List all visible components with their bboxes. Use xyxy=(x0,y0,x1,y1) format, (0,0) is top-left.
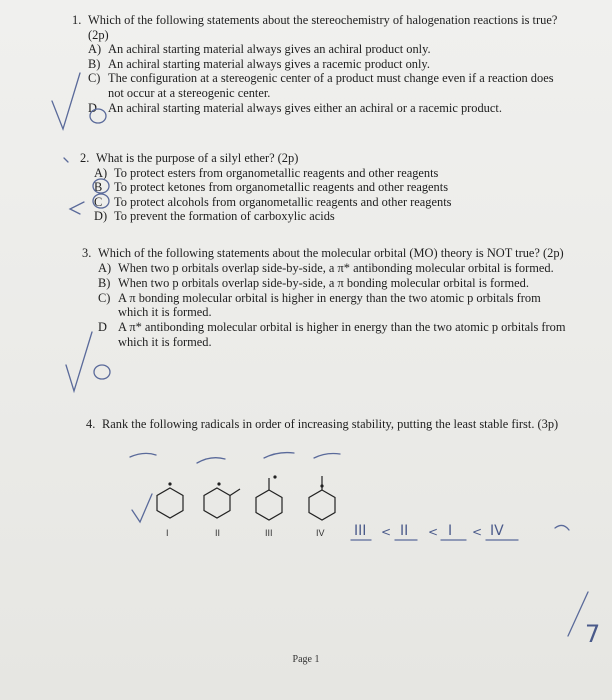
option-text: To protect ketones from organometallic reagents and other reagents xyxy=(114,180,449,195)
question-4 xyxy=(86,417,586,432)
option-text: To prevent the formation of carboxylic acids xyxy=(114,209,335,224)
answer-rank-1: III xyxy=(354,523,367,539)
option-letter: B) xyxy=(98,275,111,290)
answer-rank-4: IV xyxy=(490,523,504,539)
option-letter: D xyxy=(98,320,107,335)
option-a[interactable] xyxy=(88,42,562,57)
option-d[interactable] xyxy=(94,209,520,224)
option-d[interactable] xyxy=(98,320,572,349)
radical-dot xyxy=(320,484,323,487)
less-than-symbol: < xyxy=(381,525,392,539)
option-letter: A) xyxy=(94,165,108,180)
option-text: When two p orbitals overlap side-by-side, a π bonding molecular orbital is formed. xyxy=(118,275,529,290)
option-text: When two p orbitals overlap side-by-side, a π* antibonding molecular orbital is formed. xyxy=(118,260,554,275)
option-b[interactable] xyxy=(98,276,572,291)
handwritten-score: 7 xyxy=(585,620,601,648)
cyclohexane-ring-iii xyxy=(256,490,282,520)
page-footer: Page 1 xyxy=(292,654,320,665)
option-letter: A) xyxy=(88,42,102,57)
option-text: A π* antibonding molecular orbital is higher in energy than the two atomic p orbitals from which it is formed. xyxy=(118,320,566,350)
structure-label-iii: III xyxy=(265,528,273,538)
question-text: Which of the following statements about the molecular orbital (MO) theory is NOT true? (2p) xyxy=(98,246,564,260)
pen-tick xyxy=(64,158,68,162)
option-letter: A) xyxy=(98,260,112,275)
pen-scribble xyxy=(314,454,340,459)
option-letter: C) xyxy=(98,290,111,305)
structure-label-iv: IV xyxy=(316,528,325,538)
question-number: 3. xyxy=(82,246,92,260)
option-text: An achiral starting material always gives either an achiral or a racemic product. xyxy=(108,100,502,115)
question-number: 1. xyxy=(72,13,82,27)
structure-label-ii: II xyxy=(215,528,221,538)
question-text: Rank the following radicals in order of increasing stability, putting the least stable first. (3p) xyxy=(102,417,559,431)
pen-scribble xyxy=(555,525,569,530)
option-letter: B) xyxy=(88,56,101,71)
question-number: 2. xyxy=(80,151,90,165)
less-than-symbol: < xyxy=(472,525,483,539)
question-text: Which of the following statements about the stereochemistry of halogenation reactions is true? (2p) xyxy=(88,13,558,42)
option-text: A π bonding molecular orbital is higher in energy than the two atomic p orbitals from which it is formed. xyxy=(118,290,541,320)
question-3 xyxy=(82,246,572,350)
option-c[interactable] xyxy=(94,195,520,210)
circled-answer-q3 xyxy=(94,365,110,379)
pen-scribble xyxy=(130,453,156,457)
option-c[interactable] xyxy=(98,291,572,320)
question-2 xyxy=(80,151,520,224)
option-d[interactable] xyxy=(88,101,562,116)
radical-dot xyxy=(217,482,220,485)
option-a[interactable] xyxy=(98,261,572,276)
pen-scribble xyxy=(264,453,294,458)
option-c[interactable] xyxy=(88,71,562,100)
answer-rank-3: I xyxy=(448,523,453,539)
question-1 xyxy=(72,13,562,115)
question-number: 4. xyxy=(86,417,96,431)
pen-scribble xyxy=(197,458,225,463)
option-b[interactable] xyxy=(94,180,520,195)
option-text: An achiral starting material always gives a racemic product only. xyxy=(108,56,430,71)
radical-dot xyxy=(168,482,171,485)
cyclohexane-ring-ii xyxy=(204,488,230,518)
option-letter: B xyxy=(94,180,103,195)
option-text: To protect alcohols from organometallic reagents and other reagents xyxy=(114,194,452,209)
option-text: To protect esters from organometallic reagents and other reagents xyxy=(114,165,439,180)
option-a[interactable] xyxy=(94,166,520,181)
option-text: An achiral starting material always gives an achiral product only. xyxy=(108,42,431,57)
structure-label-i: I xyxy=(166,528,169,538)
option-letter: C) xyxy=(88,71,101,86)
option-letter: D xyxy=(88,100,97,115)
question-text: What is the purpose of a silyl ether? (2p) xyxy=(96,151,299,165)
option-b[interactable] xyxy=(88,57,562,72)
radical-dot xyxy=(273,475,276,478)
option-letter: D) xyxy=(94,209,108,224)
option-text: The configuration at a stereogenic center of a product must change even if a reaction does not occur at a stereogenic center. xyxy=(108,71,554,100)
answer-rank-2: II xyxy=(400,523,409,539)
option-letter: C xyxy=(94,194,103,209)
checkmark-q4 xyxy=(132,494,152,522)
methyl-bond xyxy=(230,489,240,496)
cyclohexane-ring-iv xyxy=(309,490,335,520)
cyclohexane-ring-i xyxy=(157,488,183,518)
less-than-symbol: < xyxy=(428,525,439,539)
